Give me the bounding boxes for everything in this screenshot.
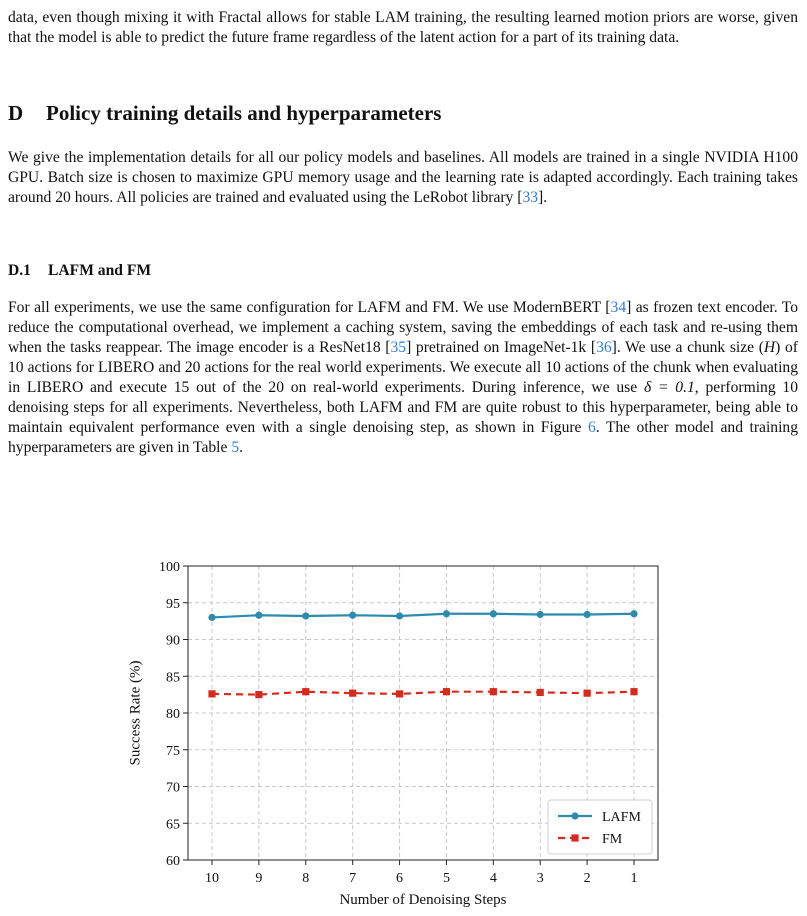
citation-link-35[interactable]: 35: [390, 339, 407, 356]
lafm-data-point: [537, 611, 544, 618]
fm-data-point: [490, 688, 497, 695]
y-tick-label: 70: [166, 780, 180, 796]
x-tick-label: 10: [205, 871, 219, 886]
lafm-data-point: [630, 610, 637, 617]
subsection-title: LAFM and FM: [48, 262, 152, 279]
lafm-data-point: [208, 614, 215, 621]
para2-text: We give the implementation details for all our policy models and baselines. All models are trained in a single NVIDIA H100 GPU. Batch size is chosen to maximize GPU memory usage and the learning rate is adapted accordingly. Each training takes around 20 hours. All policies are trained and evaluated using the LeRobot library [: [8, 149, 798, 206]
y-axis-ticks: [159, 560, 188, 869]
section-number: D: [8, 101, 24, 125]
chart-series: [208, 610, 637, 698]
citation-link-36[interactable]: 36: [596, 339, 612, 356]
y-tick-label: 80: [166, 707, 180, 722]
x-axis-label: Number of Denoising Steps: [339, 892, 507, 908]
para3-s3: ] pretrained on ImageNet-1k [: [406, 339, 597, 356]
para3-s2: ] as frozen text encoder. To reduce the computational overhead, we implement a caching system, saving the embeddings of each task and re-using them when the tasks reappear. The image encoder is a ResNet18 [: [8, 299, 799, 356]
lafm-data-point: [584, 611, 591, 618]
para3-s6: , performing 10 denoising steps for all experiments. Nevertheless, both LAFM and FM are quite robust to this hyperparameter, being able to maintain equivalent performance even with a single denoising step, as shown in Figure: [8, 379, 799, 436]
y-tick-label: 90: [166, 633, 180, 649]
fm-data-point: [255, 691, 262, 698]
fm-data-point: [208, 690, 215, 697]
x-tick-label: 6: [396, 871, 404, 886]
paragraph-lam-priors: data, even though mixing it with Fractal allows for stable LAM training, the resulting learned motion priors are worse, given that the model is able to predict the future frame regardless of the latent action for a part of its training data.: [8, 9, 798, 46]
fm-data-point: [630, 688, 637, 695]
legend-box: [548, 800, 652, 854]
x-tick-label: 7: [349, 871, 357, 886]
denoising-steps-chart: [120, 560, 680, 912]
fm-data-point: [396, 690, 403, 697]
fm-series-line: [212, 692, 634, 695]
x-tick-label: 2: [583, 871, 591, 886]
para3-s1: For all experiments, we use the same configuration for LAFM and FM. We use ModernBERT [: [8, 299, 611, 316]
fm-data-point: [584, 690, 591, 697]
lafm-data-point: [255, 612, 262, 619]
x-tick-label: 4: [489, 871, 497, 886]
fm-legend-marker: [571, 834, 578, 841]
y-tick-label: 60: [166, 854, 180, 869]
lafm-series-line: [212, 614, 634, 618]
fm-data-point: [443, 688, 450, 695]
lafm-data-point: [349, 612, 356, 619]
y-axis-label: Success Rate (%): [127, 660, 144, 766]
math-chunk-size: H: [763, 339, 776, 356]
citation-link-33[interactable]: 33: [522, 189, 539, 206]
lafm-data-point: [443, 610, 450, 617]
x-axis-ticks: [205, 860, 638, 886]
para3-s4: ]. We use a chunk size (: [611, 339, 764, 356]
fm-data-point: [302, 688, 309, 695]
x-tick-label: 5: [442, 871, 450, 886]
fm-data-point: [349, 690, 356, 697]
y-tick-label: 95: [166, 596, 180, 612]
chart-legend: [548, 800, 652, 854]
para3-s8: .: [239, 439, 244, 456]
fm-data-point: [537, 689, 544, 696]
subsection-heading: [8, 262, 151, 280]
lafm-data-point: [490, 610, 497, 617]
lafm-legend-label: LAFM: [602, 810, 641, 825]
x-tick-label: 8: [302, 871, 310, 886]
paragraph-implementation-details: [8, 148, 798, 208]
paragraph-lafm-config: [8, 298, 798, 458]
section-heading: [8, 101, 441, 126]
fm-legend-label: FM: [602, 832, 623, 847]
section-title: Policy training details and hyperparameters: [46, 101, 442, 125]
y-tick-label: 65: [166, 817, 180, 833]
y-tick-label: 85: [166, 670, 180, 686]
para3-s5: ) of 10 actions for LIBERO and 20 actions for the real world experiments. We execute all 10 actions of the chunk when evaluating in LIBERO and execute 15 out of the 20 on real-world experiments. During inference, we use: [8, 339, 798, 396]
citation-link-34[interactable]: 34: [610, 299, 627, 316]
lafm-legend-marker: [571, 812, 578, 819]
x-tick-label: 9: [255, 871, 263, 886]
lafm-data-point: [396, 612, 403, 619]
para3-s7: . The other model and training hyperparameters are given in Table: [8, 419, 798, 456]
lafm-data-point: [302, 612, 309, 619]
math-delta: δ = 0.1: [643, 379, 695, 396]
subsection-number: D.1: [8, 262, 31, 279]
para2-end: ].: [538, 189, 548, 206]
y-tick-label: 75: [166, 743, 180, 759]
y-tick-label: 100: [159, 560, 180, 575]
x-tick-label: 1: [630, 871, 638, 886]
figure-link-6[interactable]: 6: [587, 419, 596, 436]
x-tick-label: 3: [536, 871, 544, 886]
table-link-5[interactable]: 5: [231, 439, 240, 456]
